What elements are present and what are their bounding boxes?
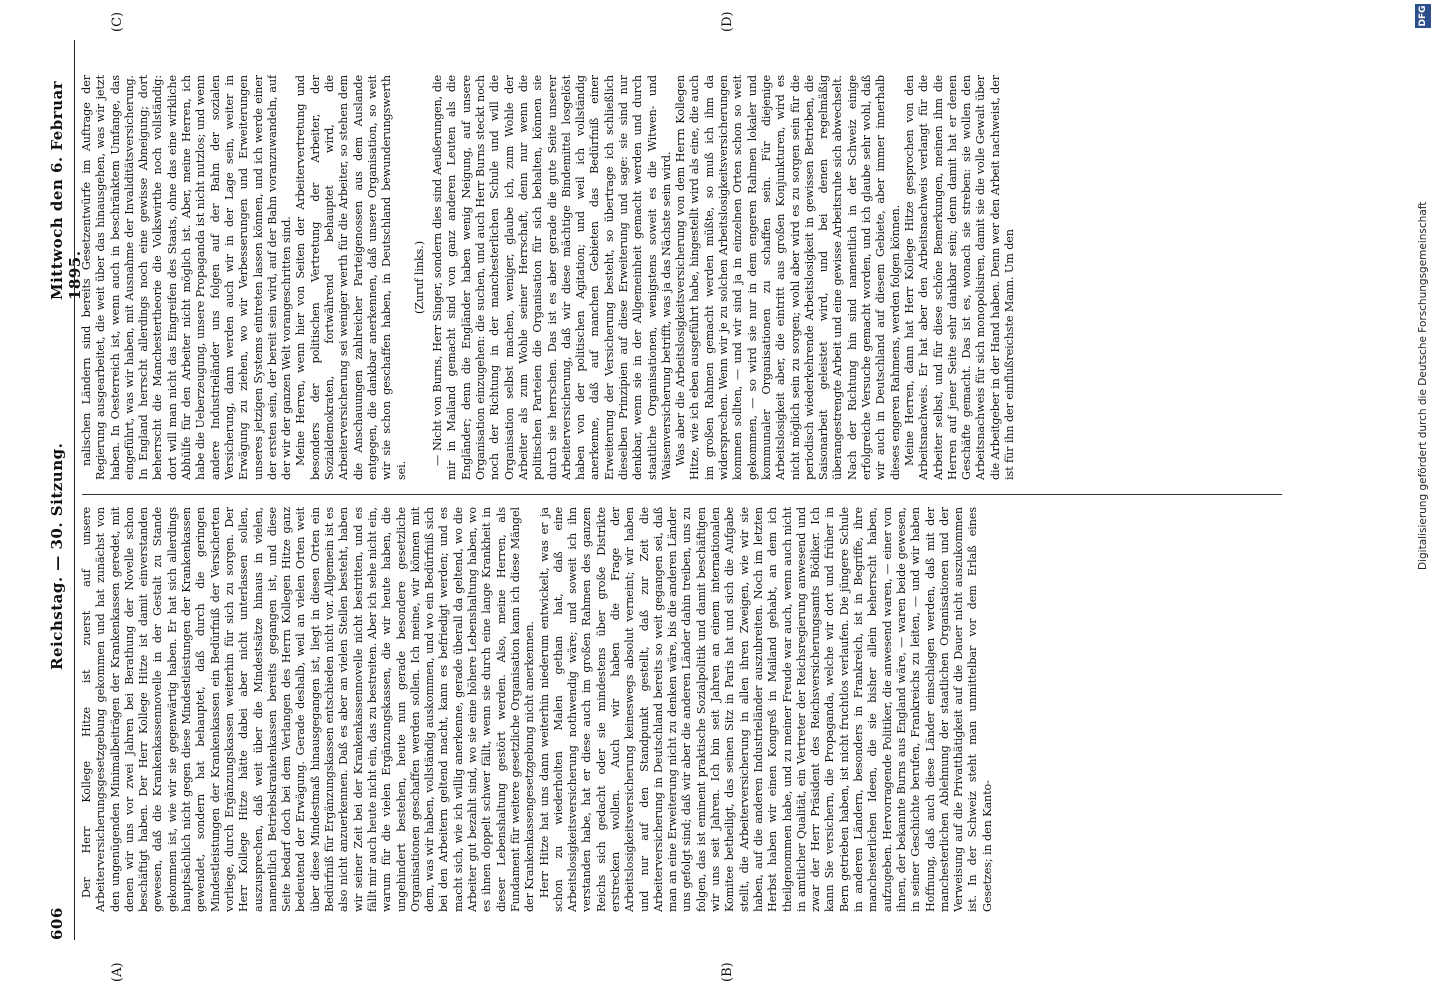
paragraph: Meine Herren, wenn hier von Seiten der Arbeitervertretung und besonders der politischen Vertretung der Arbeiter, der Sozialdemokraten, fortwährend behauptet wird, die Arbeiterversicherung sei weniger werth für die Arbeiter, so stehen dem die Anschauungen zahlreicher Parteigenossen aus dem Auslande entgegen, die dankbar anerkennen, daß unsere Organisation, so weit wir sie schon geschaffen haben, in Deutschland bewunderungswerth sei.	[294, 75, 408, 480]
interjection: (Zuruf links.)	[412, 241, 426, 314]
paragraph: Herr Hitze hat uns dann weiterhin niederum entwickelt, was er ja schon zu wiederholten Malen gethan hat, daß eine Arbeitslosigkeitsversicherung nothwendig wäre; und soweit ich ihn verstanden habe, hat er diese auch im großen Rahmen des ganzen Reichs sich gedacht oder sie mindestens über große Distrikte erstrecken wollen. Auch wir haben die Frage der Arbeitslosigkeitsversicherung keineswegs absolut verneint; wir haben und nur auf den Standpunkt gestellt, daß zur Zeit die Arbeiterversicherung in Deutschland bereits so weit gegangen sei, daß man an eine Erweiterung nicht zu denken wäre, bis die anderen Länder uns gefolgt sind; daß wir aber die anderen Länder dahin treiben, uns zu folgen, das ist eminent praktische Sozialpolitik und damit beschäftigen wir uns seit Jahren. Ich bin seit Jahren an einem internationalen Komitee betheiligt, das seinen Sitz in Paris hat und sich die Aufgabe stellt, die Arbeiterversicherung in allen ihren Zweigen, wie wir sie haben, auf die anderen Industrieländer auszubreiten. Noch im letzten Herbst haben wir einen Kongreß in Mailand gehabt, an dem ich theilgenommen habe, und zu meiner Freude war auch, wenn auch nicht in amtlicher Qualität, ein Vertreter der Reichsregierung anwesend und zwar der Herr Präsident des Reichsversicherungsamts Bödiker. Ich kann Sie versichern, die Propaganda, welche wir dort und früher in Bern getrieben haben, ist nicht fruchtlos verlaufen. Die jüngere Schule in anderen Ländern, besonders in Frankreich, ist in Begriffe, ihre manchesterlichen Ideen, die sie bisher allein beherrscht haben, aufzugeben. Hervorragende Politiker, die anwesend waren, — einer von ihnen, der bekannte Burns aus England wäre, — waren beide gewesen, in seiner Geschichte berufen, Frankreichs zu leiten, — und wir haben Hoffnung, daß auch diese Länder einschlagen werden, daß mit der manchesterlichen Ablehnung der staatlichen Organisationen und der Verweisung auf die Privatthätigkeit auf die Dauer nicht auszukommen ist. In der Schweiz steht man unmittelbar vor dem Erlaß eines Gesetzes; in den Kanto-	[537, 507, 994, 912]
right-column	[80, 75, 1280, 480]
margin-mark-a: (A)	[110, 962, 125, 982]
paragraph: — Nicht von Burns, Herr Singer, sondern dies sind Aeußerungen, die mir in Mailand gemacht sind von ganz anderen Leuten als die Engländer; denn die Engländer haben wenig Neigung, auf unsere Organisation einzugehen: die suchen, und auch Herr Burns steckt noch noch der Richtung in der manchesterlichen Schule und will die Organisation selbst machen, weniger, glaube ich, zum Wohle der Arbeiter als zum Wohle seiner Herrschaft, denn nur wenn die politischen Parteien die Organisation für sich behalten, können sie durch sie herrschen. Das ist es aber gerade die gute Seite unserer Arbeiterversicherung, daß wir diese mächtige Bindemittel losgelöst haben von der politischen Agitation; und weil ich vollständig anerkenne, daß auf manchen Gebieten das Bedürfniß einer Erweiterung der Versicherung besteht, so übertrage ich schließlich dieselben Prinzipien auf diese Erweiterung und sage: sie sind nur denkbar, wenn sie in der Allgemeinheit gemacht werden und durch staatliche Organisationen, wenigstens soweit es die Witwen- und Waisenversicherung betrifft, was ja das Nächste sein wird.	[431, 75, 673, 480]
paragraph: Was aber die Arbeitslosigkeitsversicherung von dem Herrn Kollegen Hitze, wie ich eben ausgeführt habe, hingestellt wird als eine, die auch im großen Rahmen gemacht werden müßte, so muß ich ihm da widersprechen. Wenn wir je zu solchen Arbeitslosigkeitsversicherungen kommen sollten, — und wir sind ja in einzelnen Orten schon so weit gekommen, — so wird sie nur in dem engeren Rahmen lokaler und kommunaler Organisationen zu schaffen sein. Für diejenige Arbeitslosigkeit aber, die eintritt aus großen Konjunkturen, wird es nicht möglich sein zu sorgen; wohl aber wird es zu sorgen sein für die periodisch wiederkehrende Arbeitslosigkeit in gewissen Betrieben, die Saisonarbeit geleistet wird, und bei denen regelmäßig überangestrengte Arbeit und eine gewisse Arbeitsruhe sich abwechselt. Nach der Richtung hin sind namentlich in der Schweiz einige erfolgreiche Versuche gemacht worden, und ich glaube sehr wohl, daß wir auch in Deutschland auf diesem Gebiete, aber immer innerhalb dieses engeren Rahmens, werden folgen können.	[674, 75, 902, 480]
page-header	[48, 40, 84, 940]
dfg-logo: DFG	[1415, 4, 1431, 28]
margin-mark-b: (B)	[720, 962, 735, 982]
session-title: Reichstag. — 30. Sitzung.	[48, 442, 66, 670]
digitalisation-credit: Digitalisierung gefördert durch die Deutsche Forschungsgemeinschaft	[1417, 201, 1429, 570]
header-rule	[74, 40, 75, 940]
session-date: Mittwoch den 6. Februar 1895.	[48, 80, 84, 300]
paragraph: Der Herr Kollege Hitze ist zuerst auf unsere Arbeiterversicherungsgesetzgebung gekommen und hat zunächst von den ungenügenden Minimalbeiträgen der Krankenkassen geredet, mit denen wir uns vor zwei Jahren bei Berathung der Novelle schon beschäftigt haben. Der Herr Kollege Hitze ist damit einverstanden gewesen, daß die Krankenkassennovelle in der Gestalt zu Stande gekommen ist, wie wir sie gegenwärtig haben. Er hat sich allerdings hauptsächlich nicht gegen diese Mindestleistungen der Krankenkassen gewendet, sondern hat behauptet, daß durch die geringen Mindestleistungen der Krankenkassen ein Bedürfniß der Versicherten vorliege, durch Ergänzungskassen weiterhin für sich zu sorgen. Der Herr Kollege Hitze hätte dabei aber nicht unterlassen sollen, auszusprechen, daß weit über die Mindestsätze hinaus in vielen, namentlich Betriebskrankenkassen bereits gegangen ist, und diese Seite bedarf doch bei dem Verlangen des Herrn Kollegen Hitze ganz bedeutend der Erwägung. Gerade deshalb, weil an vielen Orten weit über diese Mindestmaß hinausgegangen ist, liegt in diesen Orten ein Bedürfniß für Ergänzungskassen entschieden nicht vor. Allgemein ist es also nicht anzuerkennen. Daß es aber an vielen Stellen besteht, haben wir seiner Zeit bei der Krankenkassennovelle nicht bestritten, und es fällt mir auch heute nicht ein, das zu bestreiten. Aber ich sehe nicht ein, warum für die vielen Ergänzungskassen, die wir heute haben, die ungehindert bestehen, heute nun gerade besondere gesetzliche Organisationen geschaffen werden sollen. Ich meine, wir können mit dem, was wir haben, vollständig auskommen, und wo ein Bedürfniß sich bei den Arbeitern geltend macht, kann es befriedigt werden; und es macht sich, wie ich willig anerkenne, gerade überall da geltend, wo die Arbeiter gut bezahlt sind, wo sie eine höhere Lebenshaltung haben, wo es ihnen doppelt schwer fällt, wenn sie durch eine lange Krankheit in dieser Lebenshaltung gestört werden. Also, meine Herren, als Fundament für weitere gesetzliche Organisation kann ich diese Mängel der Krankenkassengesetzgebung nicht anerkennen.	[80, 507, 537, 912]
digitalisation-footer	[1414, 0, 1432, 1000]
paragraph: Meine Herren, dann hat Herr Kollege Hitze gesprochen von den Arbeitsnachweis. Er hat aber den Arbeitsnachweis verlangt für die Arbeiter selbst, und für diese schöne Bemerkungen, meinen ihm die Herren auf jener Seite sehr dankbar sein; denn damit hat er denen Geschäfte gemacht. Das ist es, wonach sie streben: sie wollen den Arbeitsnachweis für sich monopolisiren, damit sie die volle Gewalt über die Arbeitgeber in der Hand haben. Denn wer den Arbeit nachweist, der ist für ihn der einflußreichste Mann. Um den	[902, 75, 1016, 480]
page-number: 606	[48, 907, 66, 940]
margin-mark-c: (C)	[110, 11, 125, 32]
column-divider	[82, 494, 1282, 495]
margin-mark-d: (D)	[720, 11, 735, 32]
left-column	[80, 507, 1280, 912]
paragraph: nalischen Ländern sind bereits Gesetzentwürfe im Auftrage der Regierung ausgearbeitet, die weit über das hinausgehen, was wir jetzt haben. In Oesterreich ist, wenn auch in beschränktem Umfange, das eingeführt, was wir haben, mit Ausnahme der Invaliditätsversicherung. In England herrscht allerdings noch eine gewisse Abneigung; dort beherrscht die Manchestertheorie die Volkswirthe noch vollständig: dort will man nicht das Eingreifen des Staats, ohne das eine wirkliche Abhülfe für den Arbeiter nicht möglich ist. Aber, meine Herren, ich habe die Ueberzeugung, unsere Propaganda ist nicht nutzlos; und wenn andere Industrieländer uns folgen auf der Bahn der sozialen Versicherung, dann werden auch wir in der Lage sein, weiter in Erwägung zu ziehen, wo wir Verbesserungen und Erweiterungen unseres jetzigen Systems eintreten lassen können, und ich werde einer der ersten sein, der bereit sein wird, auf der Bahn voranzuwandeln, auf der wir der ganzen Welt vorangeschritten sind.	[80, 75, 294, 480]
